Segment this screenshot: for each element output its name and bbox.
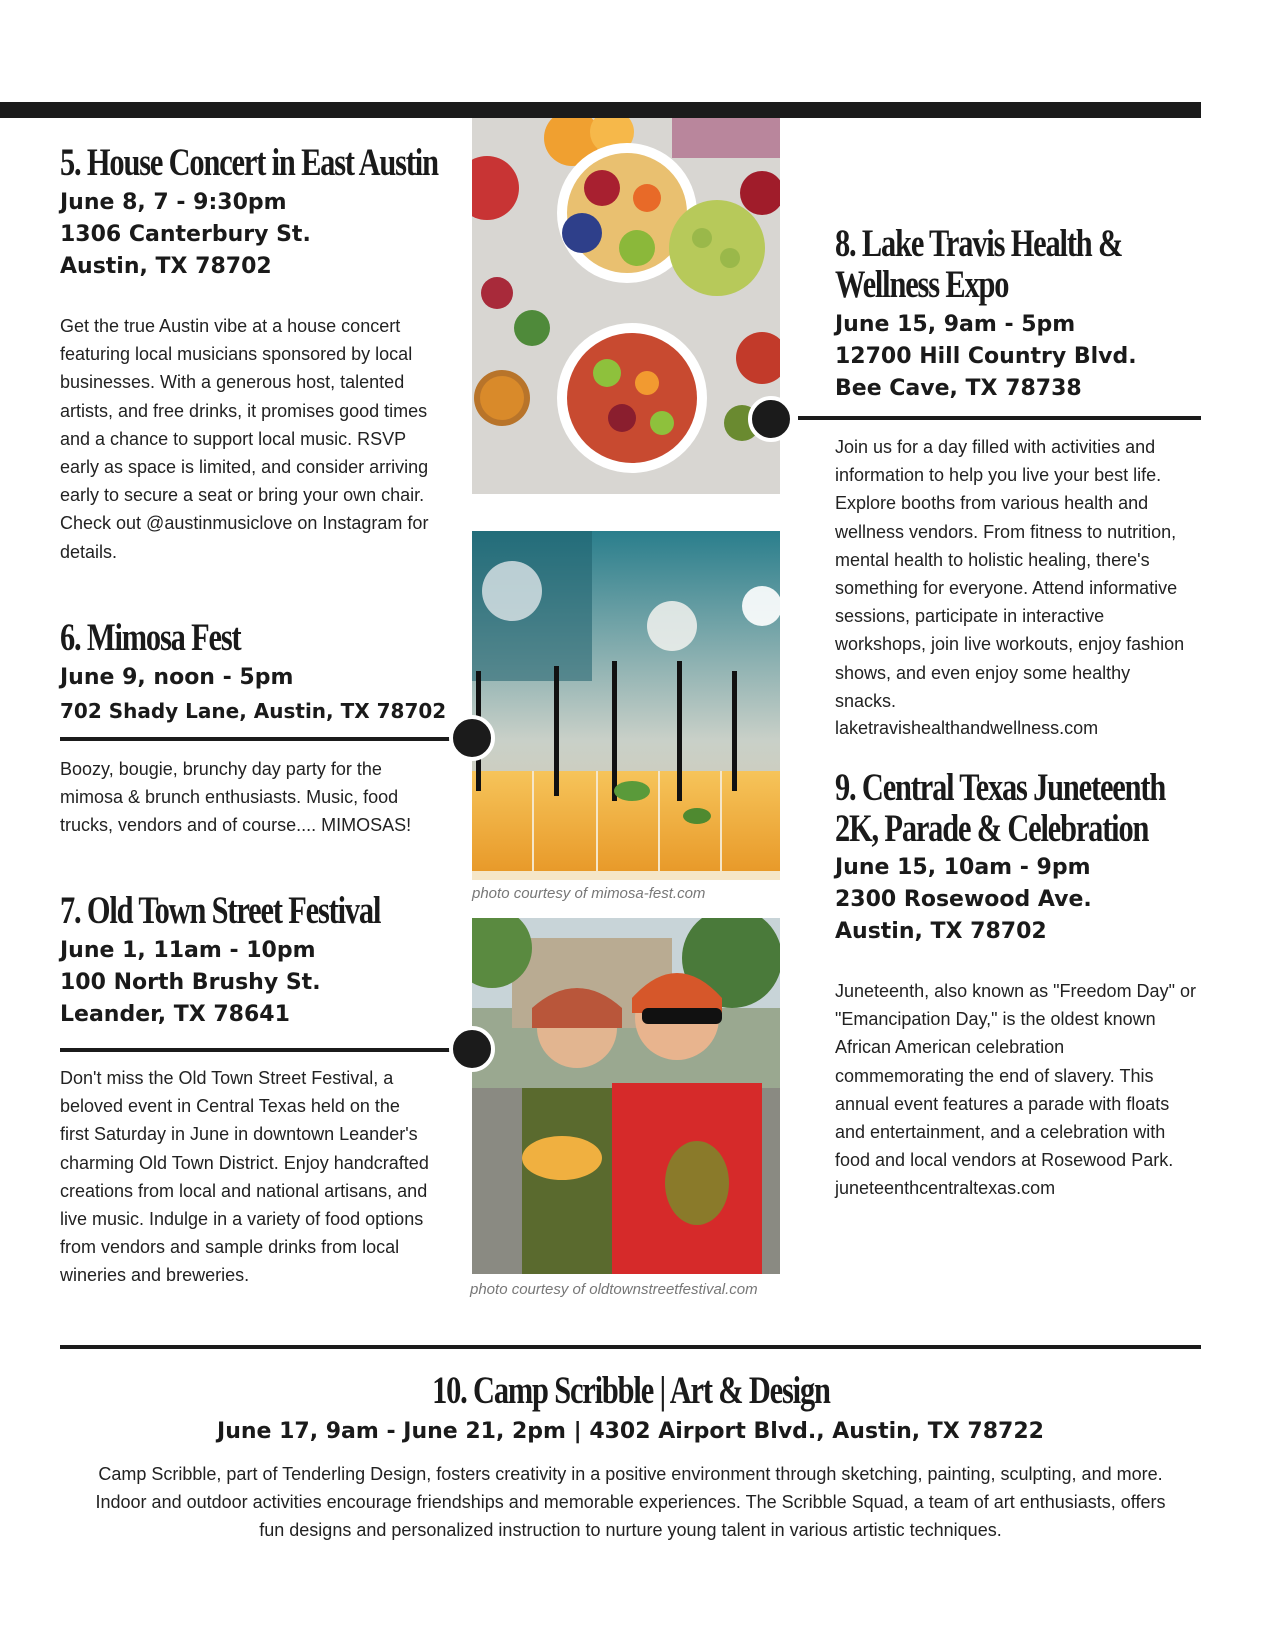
event-9-description: Juneteenth, also known as "Freedom Day" or "Emancipation Day," is the oldest known African American celebration commemorating the end of slavery. This annual event features a parade with floats and entertainment, and a celebration with food and local vendors at Rosewood Park. — [835, 981, 1196, 1171]
event-6-description: Boozy, bougie, brunchy day party for the mimosa & brunch enthusiasts. Music, food trucks, vendors and of course.... MIMOSAS! — [60, 759, 412, 836]
event-9-website[interactable]: juneteenthcentraltexas.com — [835, 1178, 1056, 1198]
event-5-date: June 8, 7 - 9:30pm — [60, 190, 287, 215]
event-6-date: June 9, noon - 5pm — [60, 665, 294, 690]
event-5-description: Get the true Austin vibe at a house concert featuring local musicians sponsored by local businesses. With a generous host, talented artists, and free drinks, it promises good times and a chance to support local music. RSVP early as space is limited, and consider arriving early to secure a seat or bring your own chair. Check out @austinmusiclove on Instagram for details. — [60, 316, 429, 562]
event-8-divider — [798, 416, 1201, 420]
festival-attendees-photo — [472, 918, 780, 1274]
mimosa-cups-photo — [472, 531, 780, 880]
event-8-description: Join us for a day filled with activities and information to help you live your best life. Explore booths from various health and wellness vendors. From fitness to nutrition, mental health to holistic healing, there's something for everyone. Attend informative sessions, participate in interactive workshops, join live workouts, enjoy fashion shows, and even enjoy some healthy snacks. — [835, 437, 1185, 711]
event-10-title: 10. Camp Scribble | Art & Design — [431, 1369, 830, 1412]
top-divider-bar — [0, 102, 1201, 118]
event-8-title-line1: 8. Lake Travis Health & — [835, 222, 1123, 265]
event-7-divider — [60, 1048, 475, 1052]
event-5-title: 5. House Concert in East Austin — [60, 141, 438, 184]
event-6-address: 702 Shady Lane, Austin, TX 78702 — [60, 699, 447, 723]
event-9-date: June 15, 10am - 9pm — [835, 855, 1091, 880]
event-9-title-line1: 9. Central Texas Juneteenth — [835, 766, 1166, 809]
event-9-title-line2: 2K, Parade & Celebration — [835, 807, 1149, 850]
event-5-address-line1: 1306 Canterbury St. — [60, 222, 311, 247]
event-8-title-line2: Wellness Expo — [835, 263, 1009, 306]
event-7-description: Don't miss the Old Town Street Festival, a beloved event in Central Texas held on the first Saturday in June in downtown Leander's charming Old Town District. Enjoy handcrafted creations from local and national artisans, and live music. Indulge in a variety of food options from vendors and sample drinks from local wineries and breweries. — [60, 1068, 429, 1286]
mimosa-photo-caption: photo courtesy of mimosa-fest.com — [472, 885, 706, 902]
event-8-date: June 15, 9am - 5pm — [835, 312, 1076, 337]
event-7-address-line2: Leander, TX 78641 — [60, 1002, 290, 1027]
event-5-address-line2: Austin, TX 78702 — [60, 254, 272, 279]
event-9-address-line2: Austin, TX 78702 — [835, 919, 1047, 944]
event-7-date: June 1, 11am - 10pm — [60, 938, 316, 963]
event-8-address-line1: 12700 Hill Country Blvd. — [835, 344, 1137, 369]
event-7-address-line1: 100 North Brushy St. — [60, 970, 321, 995]
event-10-details: June 17, 9am - June 21, 2pm | 4302 Airport Blvd., Austin, TX 78722 — [217, 1419, 1044, 1444]
timeline-dot-event-7 — [449, 1026, 495, 1072]
timeline-dot-event-8 — [748, 396, 794, 442]
fruit-platter-photo — [472, 118, 780, 494]
event-9-address-line1: 2300 Rosewood Ave. — [835, 887, 1092, 912]
event-10-description: Camp Scribble, part of Tenderling Design, fosters creativity in a positive environment through sketching, painting, sculpting, and more. Indoor and outdoor activities encourage friendships and memorable experiences. The Scribble Squad, a team of art enthusiasts, offers fun designs and personalized instruction to nurture young talent in various artistic techniques. — [95, 1464, 1166, 1541]
timeline-dot-event-6 — [449, 715, 495, 761]
event-6-divider — [60, 737, 475, 741]
oldtown-photo-caption: photo courtesy of oldtownstreetfestival.com — [470, 1281, 758, 1298]
event-8-website[interactable]: laketravishealthandwellness.com — [835, 718, 1099, 738]
event-6-title: 6. Mimosa Fest — [60, 616, 241, 659]
event-7-title: 7. Old Town Street Festival — [60, 889, 381, 932]
event-8-address-line2: Bee Cave, TX 78738 — [835, 376, 1082, 401]
event-10-divider — [60, 1345, 1201, 1349]
event-10-title-wrap — [0, 1370, 1261, 1411]
